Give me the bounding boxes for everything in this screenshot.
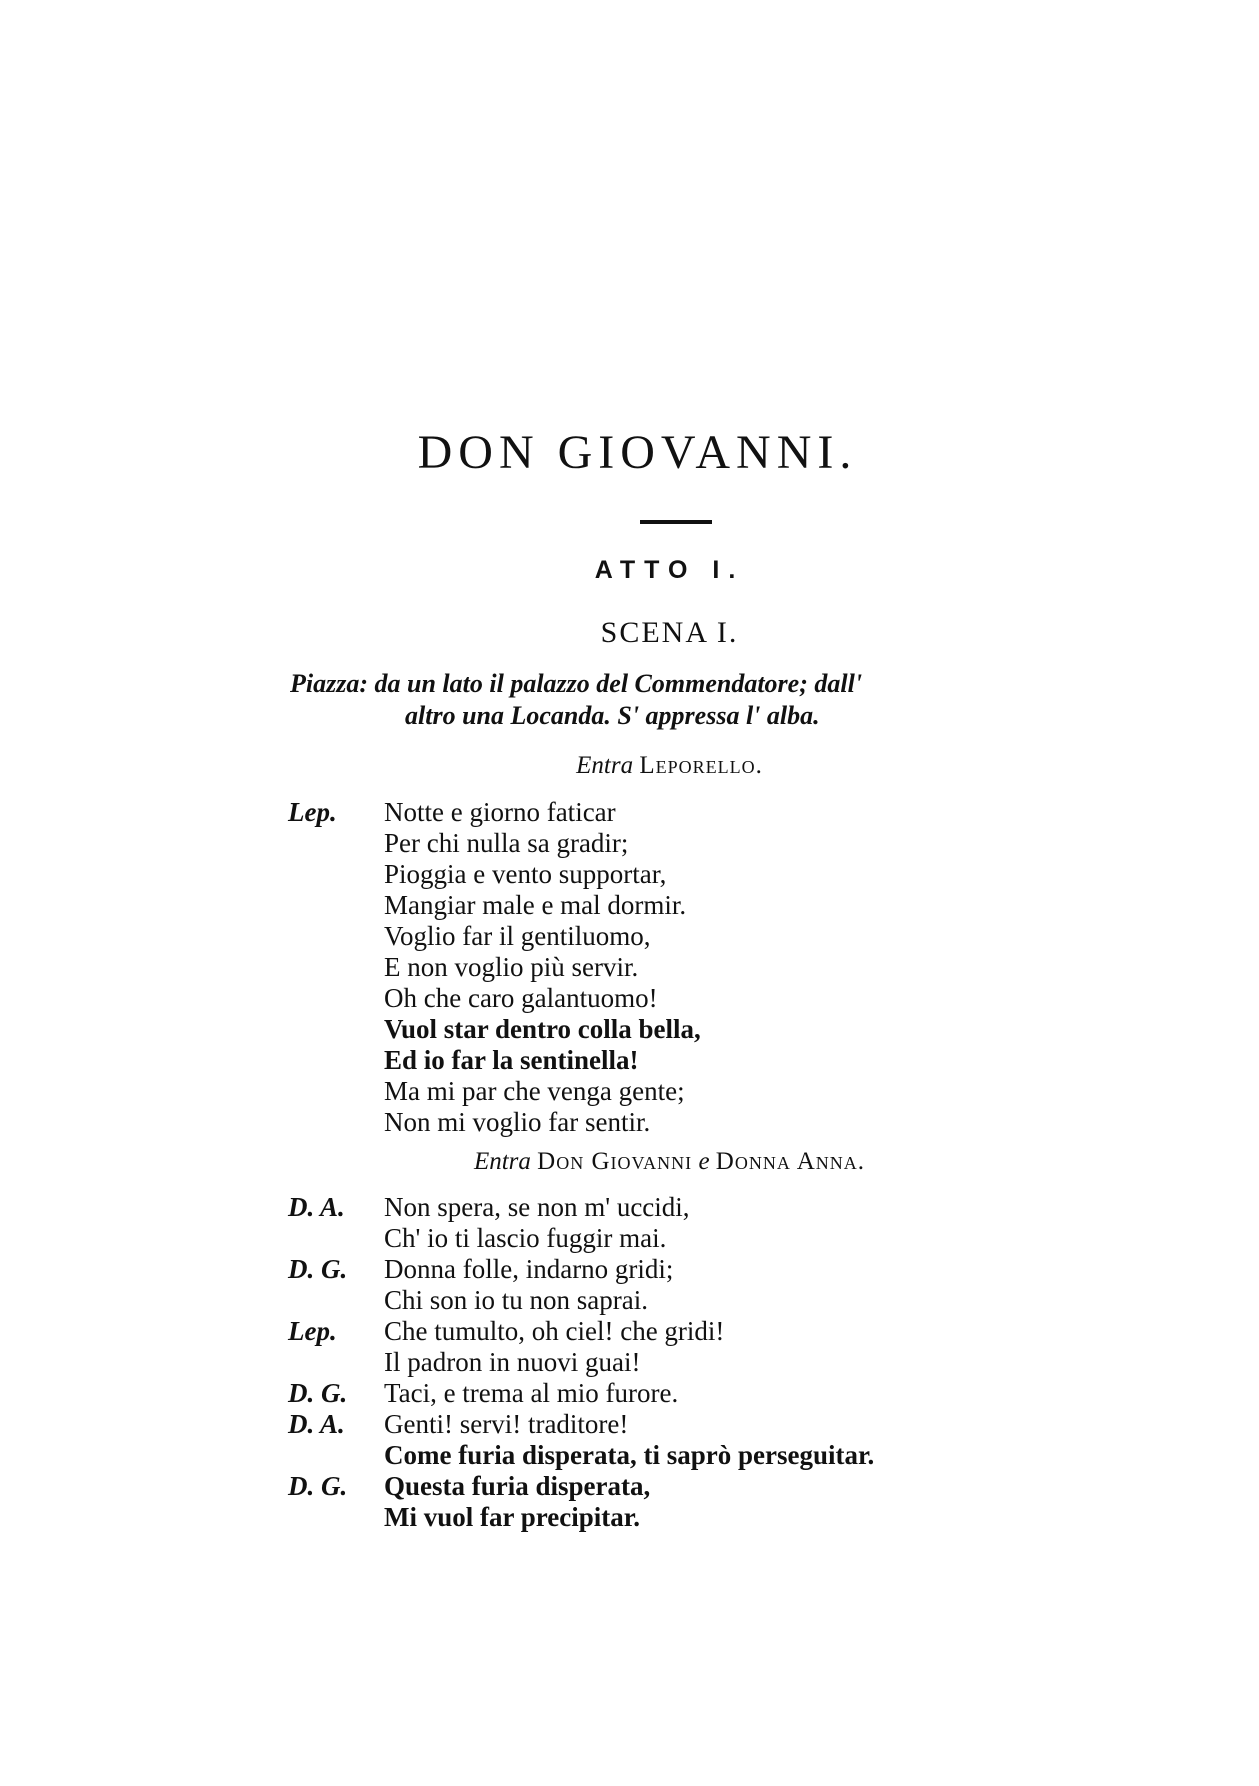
speaker-label: D. G. (288, 1378, 348, 1408)
dialogue-line (0, 1192, 1259, 1222)
dialogue-text: Il padron in nuovi guai! (384, 1347, 641, 1377)
verse-line (0, 890, 1259, 920)
scene-heading: SCENA I. (600, 616, 739, 649)
verse-text: Mangiar male e mal dormir. (384, 890, 687, 920)
stage-direction-line-2: altro una Locanda. S' appressa l' alba. (405, 701, 820, 730)
speaker-label: D. A. (288, 1409, 345, 1439)
verse-text: Oh che caro galantuomo! (384, 983, 658, 1013)
dialogue-text: Taci, e trema al mio furore. (384, 1378, 679, 1408)
entrance-names: Leporello. (639, 752, 763, 779)
verse-line (0, 859, 1259, 889)
entrance-conjunction: e (698, 1148, 710, 1175)
act-heading: ATTO I. (594, 556, 745, 584)
entrance-verb: Entra (473, 1148, 531, 1175)
verse-text: Pioggia e vento supportar, (384, 859, 667, 889)
speaker-label: D. G. (288, 1254, 348, 1284)
dialogue-line (0, 1409, 1259, 1439)
verse-text: Non mi voglio far sentir. (384, 1107, 651, 1137)
verse-line (0, 1107, 1259, 1137)
verse-text: Per chi nulla sa gradir; (384, 828, 629, 858)
stage-direction (290, 668, 1090, 732)
verse-line (0, 1076, 1259, 1106)
entrance-names: Don Giovanni (537, 1148, 693, 1175)
verse-line (0, 921, 1259, 951)
dialogue-line (0, 1223, 1259, 1253)
dialogue-text: Come furia disperata, ti saprò perseguitar. (384, 1440, 875, 1470)
entrance-leporello (40, 752, 1259, 780)
dialogue-line (0, 1378, 1259, 1408)
page-title: DON GIOVANNI. (417, 426, 858, 479)
dialogue-line (0, 1347, 1259, 1377)
verse-line (0, 983, 1259, 1013)
speaker-label: D. A. (288, 1192, 345, 1222)
stage-direction-line-1: Piazza: da un lato il palazzo del Commendatore; dall' (290, 669, 863, 698)
dialogue-text: Ch' io ti lascio fuggir mai. (384, 1223, 667, 1253)
dialogue-line (0, 1440, 1259, 1470)
dialogue-text: Questa furia disperata, (384, 1471, 651, 1501)
dialogue-text: Donna folle, indarno gridi; (384, 1254, 674, 1284)
verse-text: Notte e giorno faticar (384, 797, 616, 827)
speaker-label: Lep. (288, 797, 337, 827)
verse-text: Ma mi par che venga gente; (384, 1076, 685, 1106)
dialogue-line (0, 1285, 1259, 1315)
verse-text: Ed io far la sentinella! (384, 1045, 639, 1075)
dialogue-line (0, 1502, 1259, 1532)
verse-text: E non voglio più servir. (384, 952, 639, 982)
verse-text: Vuol star dentro colla bella, (384, 1014, 701, 1044)
verse-line (0, 952, 1259, 982)
dialogue-text: Che tumulto, oh ciel! che gridi! (384, 1316, 725, 1346)
dialogue-line (0, 1471, 1259, 1501)
dialogue-line (0, 1316, 1259, 1346)
dialogue-line (0, 1254, 1259, 1284)
dialogue-text: Chi son io tu non saprai. (384, 1285, 648, 1315)
entrance-verb: Entra (576, 752, 634, 779)
entrance-names-2: Donna Anna. (715, 1148, 866, 1175)
title-rule (640, 520, 712, 524)
verse-line (0, 1014, 1259, 1044)
speaker-label: Lep. (288, 1316, 337, 1346)
verse-line (0, 828, 1259, 858)
verse-text: Voglio far il gentiluomo, (384, 921, 651, 951)
dialogue-text: Mi vuol far precipitar. (384, 1502, 640, 1532)
dialogue-text: Non spera, se non m' uccidi, (384, 1192, 690, 1222)
verse-line (0, 797, 1259, 827)
verse-line (0, 1045, 1259, 1075)
speaker-label: D. G. (288, 1471, 348, 1501)
dialogue-text: Genti! servi! traditore! (384, 1409, 629, 1439)
entrance-don-giovanni-donna-anna (40, 1148, 1259, 1176)
